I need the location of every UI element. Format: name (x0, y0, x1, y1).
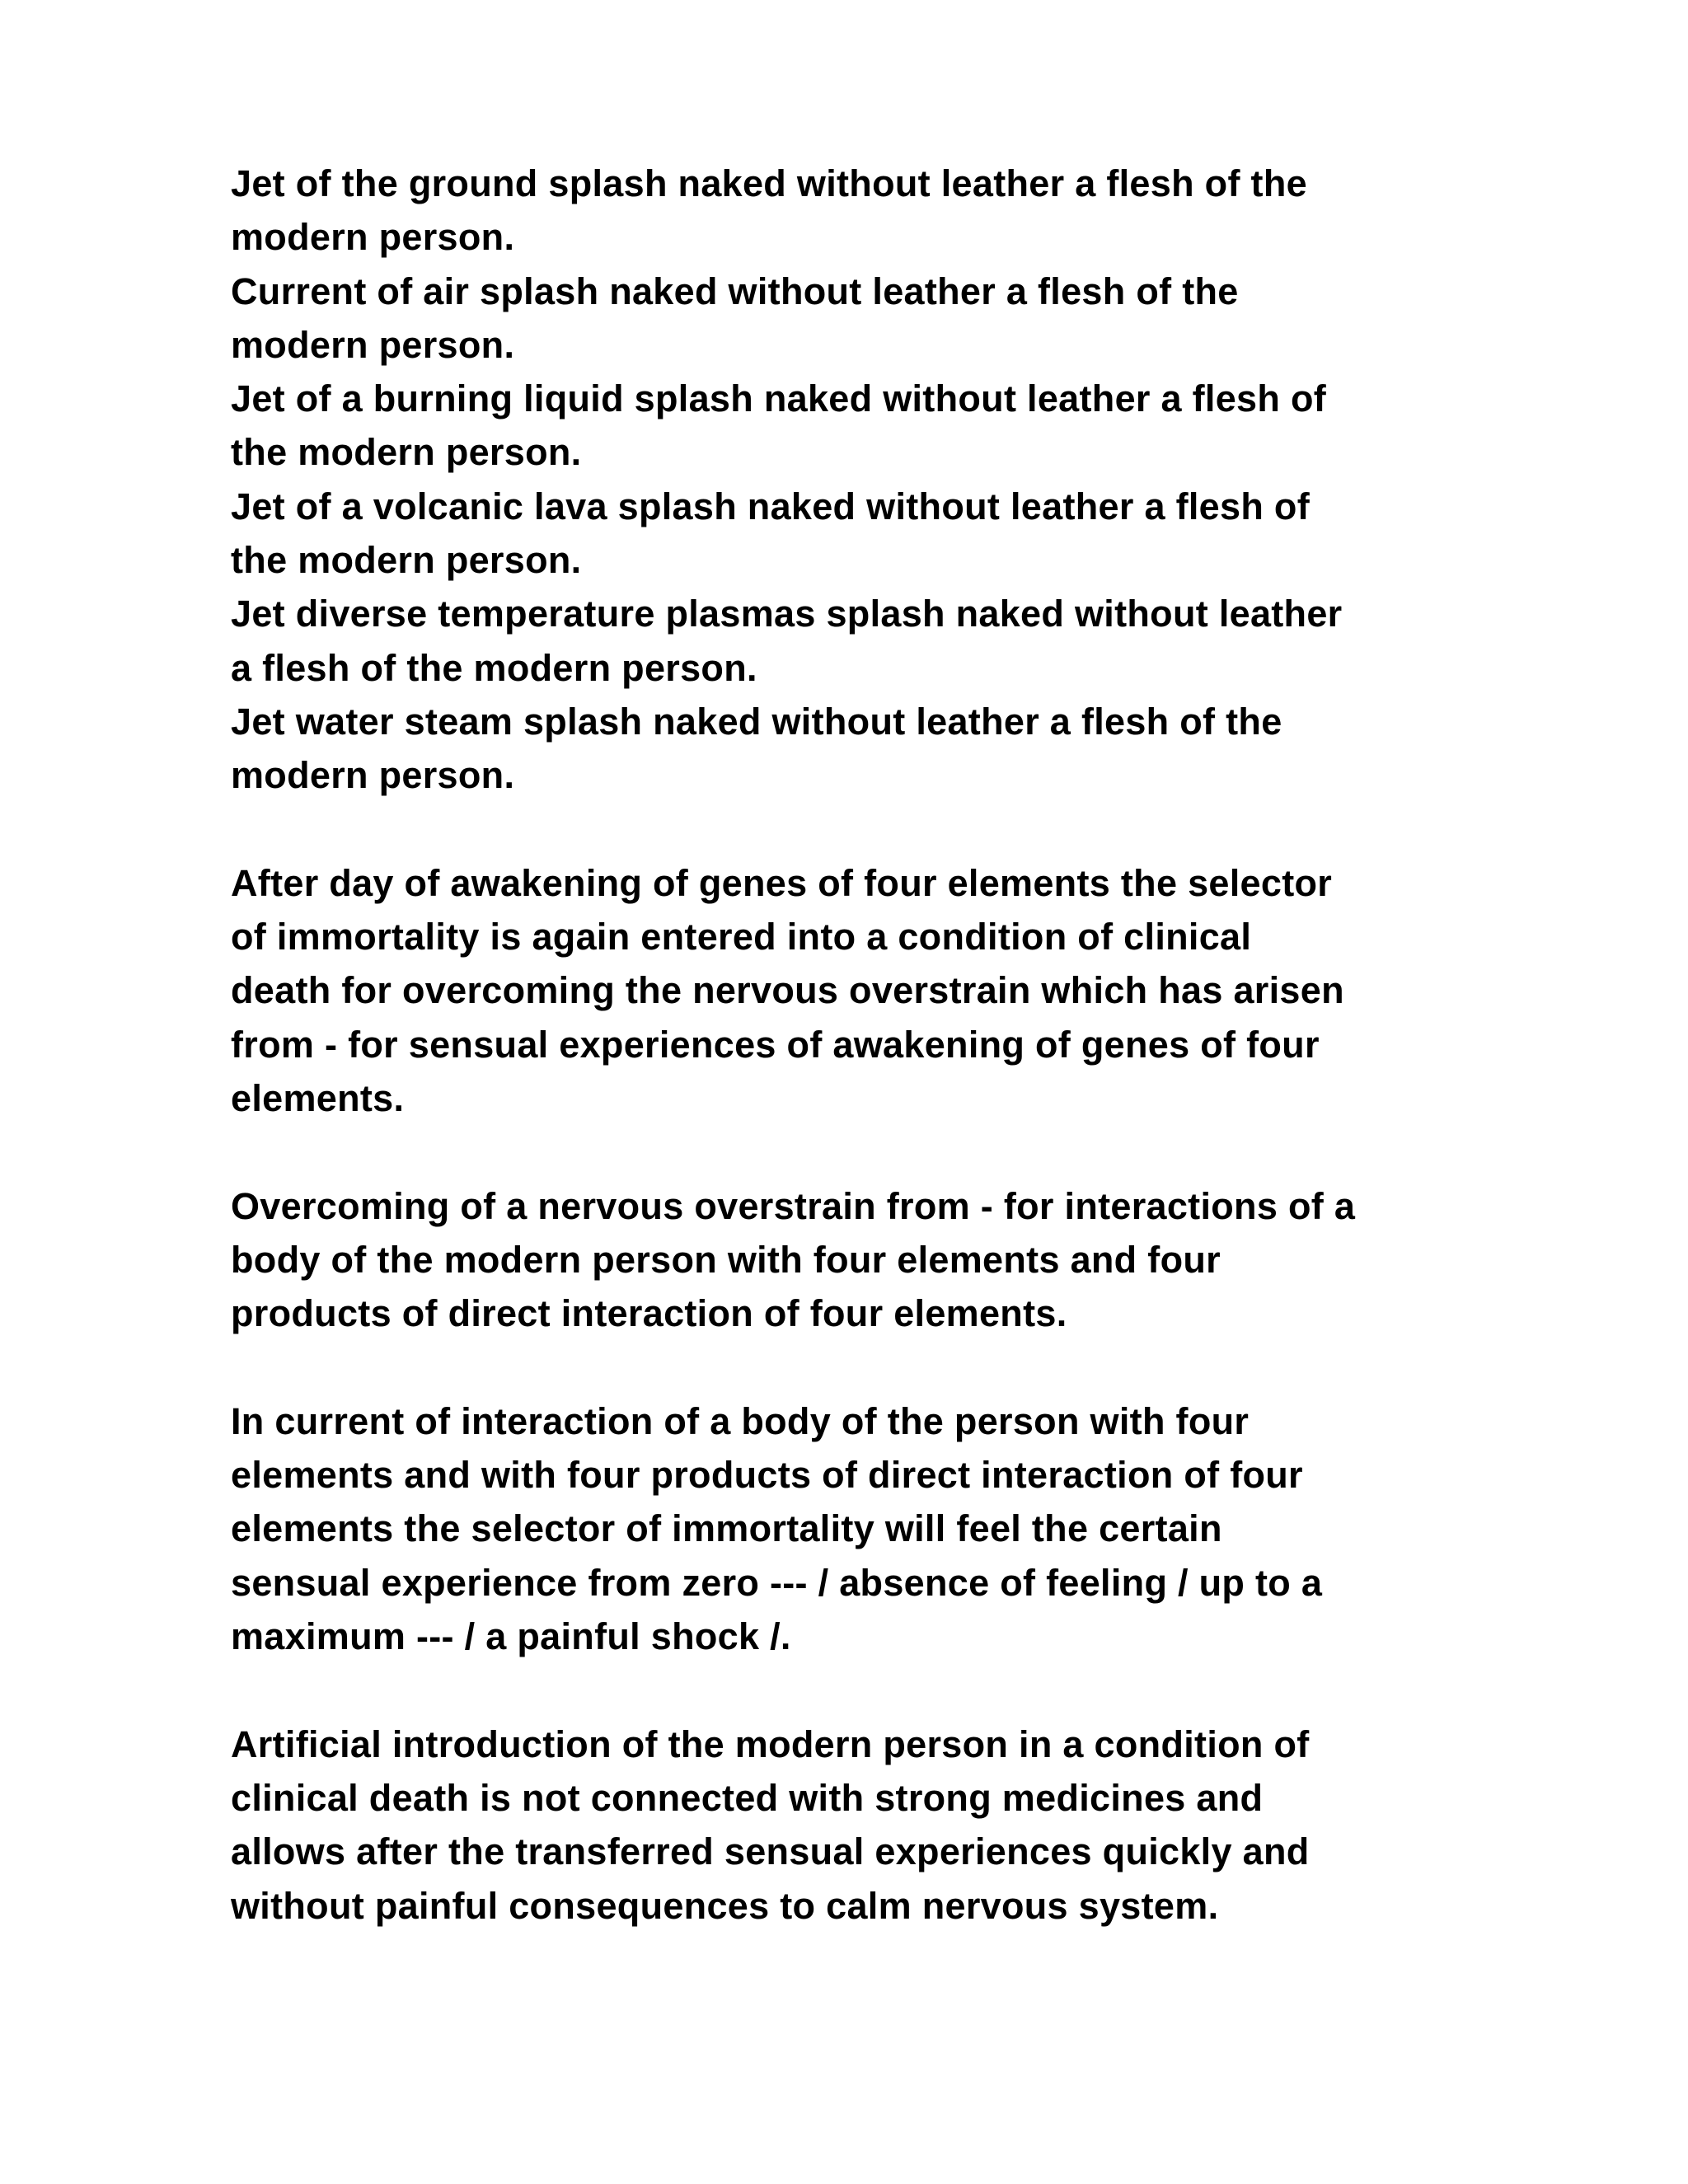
paragraph-clinical-death (231, 1718, 1566, 1933)
text-line: modern person. (231, 216, 515, 259)
text-line: the modern person. (231, 539, 582, 582)
paragraph-interaction (231, 1394, 1566, 1663)
text-line: Jet water steam splash naked without leather a flesh of the (231, 700, 1282, 743)
text-line: a flesh of the modern person. (231, 646, 757, 689)
text-line: allows after the transferred sensual experiences quickly and (231, 1830, 1310, 1873)
text-line: elements and with four products of direct interaction of four (231, 1454, 1303, 1497)
text-line: In current of interaction of a body of the person with four (231, 1399, 1250, 1442)
paragraph-overcoming (231, 1179, 1566, 1341)
text-line: modern person. (231, 323, 515, 366)
text-line: Overcoming of a nervous overstrain from - for interactions of a (231, 1184, 1356, 1227)
text-line: elements. (231, 1077, 405, 1120)
text-line: Jet of a burning liquid splash naked without leather a flesh of (231, 377, 1327, 420)
document-page (231, 157, 1566, 1933)
text-line: modern person. (231, 754, 515, 797)
text-line: without painful consequences to calm nervous system. (231, 1884, 1219, 1927)
text-line: After day of awakening of genes of four elements the selector (231, 861, 1333, 904)
text-line: clinical death is not connected with strong medicines and (231, 1776, 1264, 1819)
text-line: Artificial introduction of the modern person in a condition of (231, 1722, 1310, 1765)
paragraph-awakening (231, 856, 1566, 1125)
text-line: Jet of the ground splash naked without leather a flesh of the (231, 162, 1307, 204)
text-line: elements the selector of immortality will feel the certain (231, 1507, 1222, 1550)
text-line: Jet diverse temperature plasmas splash naked without leather (231, 593, 1343, 635)
text-line: of immortality is again entered into a condition of clinical (231, 916, 1252, 958)
text-line: body of the modern person with four elements and four (231, 1238, 1221, 1281)
text-line: products of direct interaction of four elements. (231, 1292, 1067, 1335)
text-line: sensual experience from zero --- / absence of feeling / up to a (231, 1561, 1323, 1604)
paragraph-jets (231, 157, 1566, 803)
text-line: death for overcoming the nervous overstrain which has arisen (231, 969, 1344, 1012)
text-line: Jet of a volcanic lava splash naked without leather a flesh of (231, 485, 1310, 527)
text-line: maximum --- / a painful shock /. (231, 1615, 791, 1658)
text-line: from - for sensual experiences of awakening of genes of four (231, 1023, 1320, 1066)
text-line: the modern person. (231, 431, 582, 474)
text-line: Current of air splash naked without leather a flesh of the (231, 269, 1239, 312)
